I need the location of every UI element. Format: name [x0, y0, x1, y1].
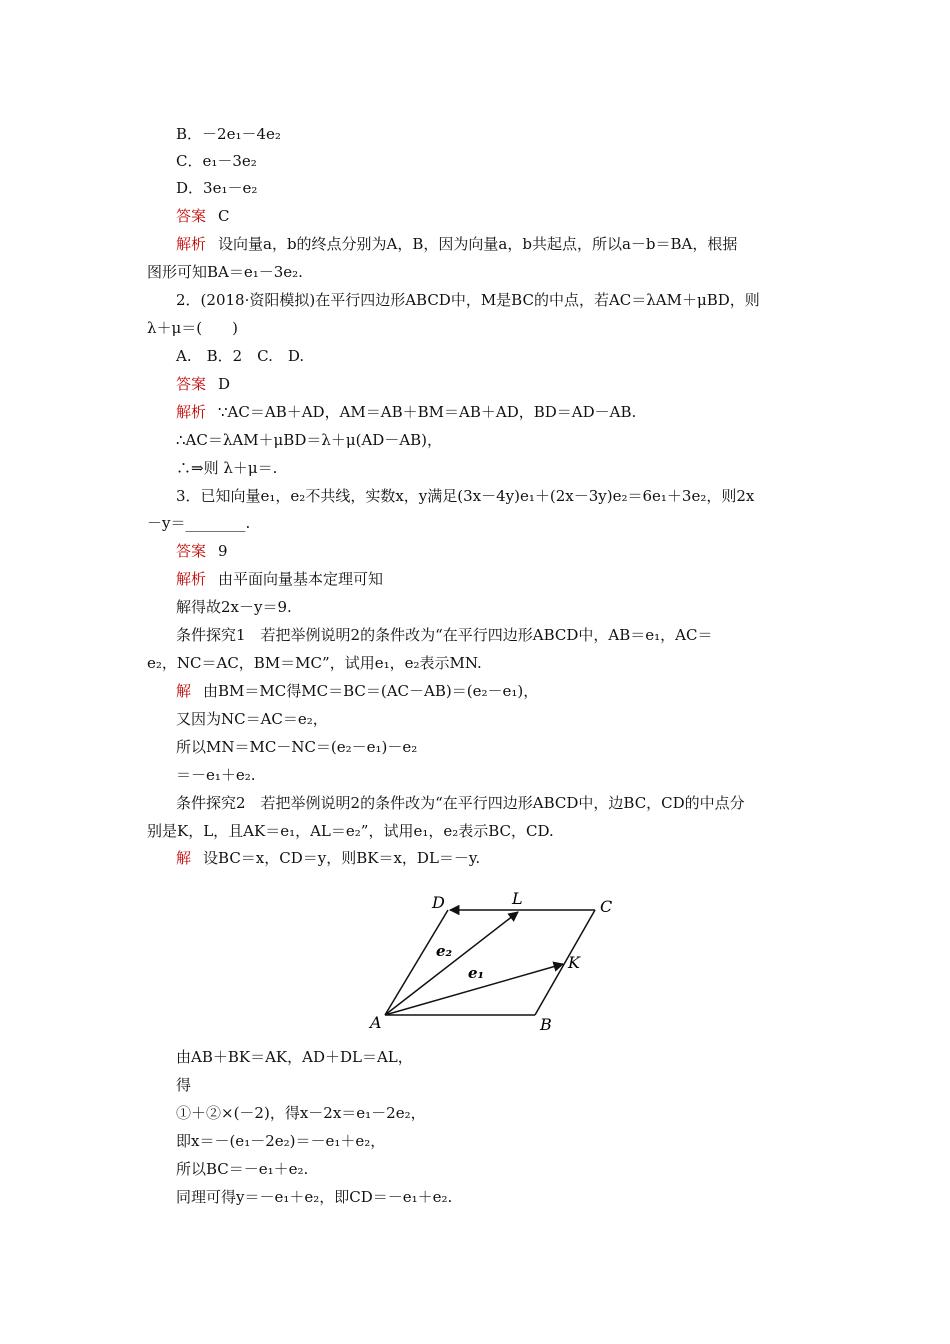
answer-label: 答案 — [176, 207, 207, 225]
question-2-cont: λ＋μ＝( ) — [147, 319, 238, 337]
solution-1-line2: 又因为NC＝AC＝e₂， — [176, 710, 328, 728]
question-2-options: A. B．2 C. D. — [176, 347, 305, 365]
point-a-label: A — [370, 1013, 382, 1032]
point-k-label: K — [568, 953, 580, 972]
condition-2-cont: 别是K，L，且AK＝e₁，AL＝e₂”，试用e₁，e₂表示BC，CD. — [147, 822, 554, 840]
solution-2-line3: 得 — [176, 1076, 192, 1094]
analysis-3: 解析 由平面向量基本定理可知 — [176, 570, 384, 588]
answer-2: 答案 D — [176, 375, 231, 393]
answer-label: 答案 — [176, 542, 207, 560]
side-bc — [535, 910, 595, 1015]
point-c-label: C — [600, 897, 613, 916]
answer-1: 答案 C — [176, 207, 230, 225]
solution-2-line5: 即x＝－(e₁－2e₂)＝－e₁＋e₂， — [176, 1132, 386, 1150]
point-b-label: B — [540, 1015, 552, 1034]
analysis-3-line2: 解得故2x－y＝9. — [176, 598, 292, 616]
solution-1: 解 由BM＝MC得MC＝BC＝(AC－AB)＝(e₂－e₁)， — [176, 682, 539, 700]
solution-2-line2: 由AB＋BK＝AK，AD＋DL＝AL， — [176, 1048, 413, 1066]
answer-3: 答案 9 — [176, 542, 228, 560]
question-3-cont: －y＝________. — [147, 514, 251, 532]
vector-e1-label: e₁ — [468, 964, 485, 982]
solution-2-line6: 所以BC＝－e₁＋e₂. — [176, 1160, 309, 1178]
condition-1-cont: e₂，NC＝AC，BM＝MC”，试用e₁，e₂表示MN. — [147, 654, 482, 672]
answer-label: 答案 — [176, 375, 207, 393]
vector-e2-label: e₂ — [436, 942, 453, 960]
analysis-2-line2: ∴AC＝λAM＋μBD＝λ＋μ(AD－AB)， — [176, 431, 443, 449]
option-c: C．e₁－3e₂ — [176, 152, 257, 170]
question-2: 2．(2018·资阳模拟)在平行四边形ABCD中，M是BC的中点，若AC＝λAM＋μBD，则 — [176, 291, 760, 309]
analysis-2: 解析 ∵AC＝AB＋AD，AM＝AB＋BM＝AB＋AD，BD＝AD－AB. — [176, 403, 637, 421]
analysis-1-cont: 图形可知BA＝e₁－3e₂. — [147, 263, 303, 281]
analysis-label: 解析 — [176, 235, 207, 253]
parallelogram-figure — [360, 880, 630, 1040]
solution-label: 解 — [176, 682, 192, 700]
point-l-label: L — [512, 889, 523, 908]
vector-al — [385, 912, 518, 1015]
option-d: D．3e₁－e₂ — [176, 179, 258, 197]
point-d-label: D — [432, 893, 445, 912]
analysis-2-line3: ∴⇒则 λ＋μ＝. — [176, 459, 278, 477]
analysis-label: 解析 — [176, 570, 207, 588]
solution-label: 解 — [176, 849, 192, 867]
analysis-1: 解析 设向量a，b的终点分别为A，B，因为向量a，b共起点，所以a－b＝BA，根据 — [176, 235, 738, 253]
option-b: B．－2e₁－4e₂ — [176, 125, 281, 143]
solution-1-line4: ＝－e₁＋e₂. — [176, 766, 256, 784]
condition-2: 条件探究2 若把举例说明2的条件改为“在平行四边形ABCD中，边BC，CD的中点分 — [176, 794, 745, 812]
solution-1-line3: 所以MN＝MC－NC＝(e₂－e₁)－e₂ — [176, 738, 418, 756]
solution-2: 解 设BC＝x，CD＝y，则BK＝x，DL＝－y. — [176, 849, 481, 867]
condition-1: 条件探究1 若把举例说明2的条件改为“在平行四边形ABCD中，AB＝e₁，AC＝ — [176, 626, 713, 644]
analysis-label: 解析 — [176, 403, 207, 421]
solution-2-line7: 同理可得y＝－e₁＋e₂，即CD＝－e₁＋e₂. — [176, 1188, 453, 1206]
solution-2-line4: ①＋②×(－2)，得x－2x＝e₁－2e₂， — [176, 1104, 426, 1122]
question-3: 3．已知向量e₁，e₂不共线，实数x，y满足(3x－4y)e₁＋(2x－3y)e₂＝6e₁＋3e₂，则2x — [176, 487, 755, 505]
